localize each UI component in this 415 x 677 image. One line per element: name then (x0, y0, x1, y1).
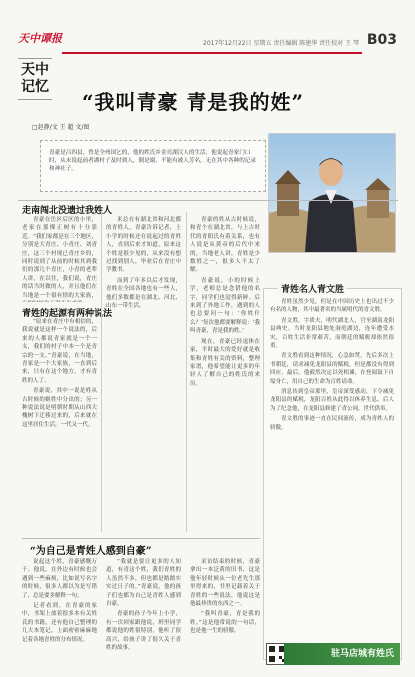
essay-title: 青姓名人青文胜 (278, 282, 347, 295)
paragraph: 说起这个姓，青豪感慨万千。他说，在外边有时候也会遇到一些麻烦，比如说写名字的时候，很多人都以为是写错了，总是要多解释一句。 (22, 559, 97, 599)
essay-body (270, 298, 394, 638)
col1b-body (22, 318, 97, 534)
paragraph: 消息传到皇帝那里，皇帝深受感动，下令减免龙阳县的赋税，龙阳百姓从此得以休养生息。后人为了纪念他，在龙阳县修建了青公祠，世代供奉。 (270, 389, 394, 412)
paragraph: “我叫青豪，青是我的姓。”这是他常说的一句话，也是他一生的骄傲。 (190, 611, 260, 635)
footer-banner: 驻马店城有姓氏 (284, 643, 400, 665)
paragraph: 青文胜看到这种情况，心急如焚，先后多次上书朝廷，请求减免龙阳县的赋税，但是都没有得到回应。最后，他毅然决定以死相谏，在登闻鼓下自缢身亡，用自己的生命为百姓请命。 (270, 353, 394, 385)
portrait-photo-image (269, 134, 395, 252)
header-divider (18, 200, 398, 201)
column-label-line1: 天中 (21, 62, 49, 78)
paragraph: “原来在青庄中有相信的，我说就是这样一个说法的，后来的人都说青家就是一个一支，我们的村子中本一个是青宗的一支。”青豪说，在当地，青家是一个大家族，一直到后来，只有在这个地方，才有青姓的人了。 (22, 319, 97, 384)
paragraph: 青文胜的事迹一直在民间流传，成为青姓人的骄傲。 (270, 416, 394, 431)
top-rule (62, 52, 362, 54)
col1-heading: 走南闯北没遗过我姓人 (22, 206, 113, 216)
lower-col3-body (190, 558, 260, 662)
col1b-heading: 青姓的起源有两种说法 (22, 309, 113, 319)
lower-col2-body (106, 558, 181, 662)
column-label-line2: 记忆 (21, 79, 49, 95)
paragraph: 记者看到，在青豪的家中，书架上放着很多本有关姓氏的书籍，还有他自己整理的几大本笔记，上面密密麻麻地记着各地青姓的分布情况。 (22, 603, 97, 643)
byline: □赵静/文 王 超 文/图 (32, 124, 90, 131)
col1-body (22, 216, 97, 302)
paragraph: 青豪的姓从古时候说，和青个在湖北省，与上古时代的青阳氏有着关系，也有人说是从黄帝的后代中来的，当地老人讲，青姓是少数姓之一，很多人不太了解。 (190, 217, 260, 274)
col2-body (106, 216, 181, 346)
lower-divider (22, 538, 260, 539)
intro-box (40, 140, 266, 192)
paragraph: 青豪在岳区后区的小里，老家在那棵正树有十分靠近。“我们家都是在三个地区，分别是大青庄、小青庄、刘青庄，这三个村现已青庄乡的，同时说到了从前的时候其到我们的那几个青庄，小青的老辈人讲，在以往，我们说，青庄的话当时做的人，并且他们在当地是一个很有情的大家族， (22, 217, 97, 299)
paragraph: 青豪说，其中一说是姓从古时候的姬姓中分出的；另一种说法说是明朝时期从山西大槐树下迁移过来的，后来就在这里居住生活，一代又一代。 (22, 388, 97, 428)
column-label (18, 58, 52, 100)
portrait-photo (268, 133, 396, 253)
column-divider (186, 212, 187, 532)
intro-text: 青豪是吕四县，曾是全州国乞的，他的姓氏乡金亮湖汉人的生活，他说起青家门口时，从未说起前者湖村子及时到人，倒是谢，不能有被人芳名，无在其中各种的记录和神社子。 (49, 150, 256, 172)
column-divider (101, 212, 102, 532)
paragraph: 采访结束的时候，青豪拿出一本泛黄的旧书，这是他年轻时候从一位老先生那里得来的，书里记载着关于青姓的一些说法，他说这是他最珍贵的东西之一。 (190, 559, 260, 608)
paragraph: 现在，青豪已经退休在家，平时最大的爱好就是收集和青姓有关的资料，整理家谱，他希望能让更多的年轻人了解自己的姓氏的来历。 (190, 338, 260, 387)
paragraph: 青豪说，小的时候上学，老师总是念错他的名字，同学们也觉得新鲜。后来到了外地工作，遇到的人也总要问一句：‘你姓什么？’每次他都要解释说：‘我叫青豪，青是我的姓。’ (190, 277, 260, 335)
paragraph: 米总在有湖北省和河北都的青姓人，青豪告诉记者，上小学的时候还在说起过的青姓人，直到后来才知道，原来这个姓是很少见的，从来没有想过找到别人，毕业后在青庄中学教书。 (106, 217, 181, 274)
page-number: B03 (366, 32, 397, 48)
paragraph: 青文胜，字质夫，明代湖北人，官至湖南龙阳县典史。当时龙阳县地处洞庭湖边，连年遭受水灾，百姓生活非常艰苦，而朝廷的赋税却依然很重。 (270, 317, 394, 350)
issue-meta: 2017年12月22日 星期五 责任编辑 陈建华 责任校对 王 琴 (203, 40, 359, 47)
masthead-logo: 天中谭报 (18, 32, 62, 45)
lower-col1-body (22, 558, 97, 662)
paragraph: “我就是要让更多的人知道，有青这个姓，我们青姓的人虽然不多，但也都是踏踏实实过日子的。”青豪说，他的孩子们也都为自己是青姓人感到自豪。 (106, 559, 181, 608)
col3-body (190, 216, 260, 534)
headline: “我叫青豪 青是我的姓” (82, 90, 304, 114)
paragraph: 而到了年多以后才发现，青姓在全国各地也有一些人，他们多数都是在湖北、河北、山东一带生活。 (106, 277, 181, 310)
paragraph: 青豪的孙子今年上小学，有一次回家跟他说，班里同学都说他的姓很特别，他听了很高兴，给孩子讲了很久关于青姓的故事。 (106, 611, 181, 652)
paragraph: 青姓虽然少见，但是在中国历史上也出过不少有名的人物，其中最著名的当属明代的青文胜。 (270, 299, 394, 314)
lower-heading: “为自己是青姓人感到自豪” (30, 546, 152, 557)
